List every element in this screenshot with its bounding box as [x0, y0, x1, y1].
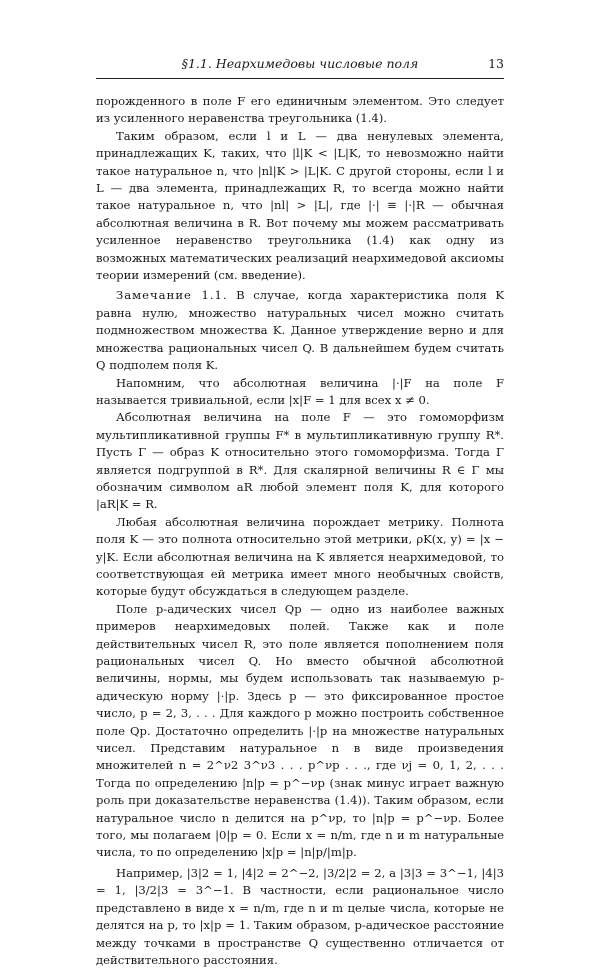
- remark-label: Замечание 1.1.: [116, 288, 228, 303]
- body-text: [96, 93, 504, 969]
- book-page: [0, 56, 600, 967]
- paragraph-2: Таким образом, если l и L — два ненулевых элемента, принадлежащих K, таких, что |l|K < |L|K, то невозможно найти такое натуральное n, что |nl|K > |L|K. С другой стороны, если l и L — два элемента, принадлежащих R, то всегда можно найти такое натуральное n, что |nl| > |L|, где |·| ≡ |·|R — обычная абсолютная величина в R. Вот почему мы можем рассматривать усиленное неравенство треугольника (1.4) как одну из возможных математических реализаций неархимедовой аксиомы теории измерений (см. введение).: [96, 128, 504, 283]
- paragraph-6: Любая абсолютная величина порождает метрику. Полнота поля K — это полнота относительно этой метрики, ρK(x, y) = |x − y|K. Если абсолютная величина на K является неархимедовой, то соответствующая ей метрика имеет много необычных свойств, которые будут обсуждаться в следующем разделе.: [96, 514, 504, 599]
- paragraph-1: порожденного в поле F его единичным элементом. Это следует из усиленного неравенства треугольника (1.4).: [96, 94, 504, 126]
- paragraph-7: Поле p-адических чисел Qp — одно из наиболее важных примеров неархимедовых полей. Также как и поле действительных чисел R, это поле является пополнением поля рациональных чисел Q. Но вместо обычной абсолютной величины, нормы, мы будем использовать так называемую p-адическую норму |·|p. Здесь p — это фиксированное простое число, p = 2, 3, . . . Для каждого p можно построить собственное поле Qp. Достаточно определить |·|p на множестве натуральных чисел. Представим натуральное n в виде произведения множителей n = 2^ν2 3^ν3 . . . p^νp . . ., где νj = 0, 1, 2, . . . Тогда по определению |n|p = p^−νp (знак минус играет важную роль при доказательстве неравенства (1.4)). Таким образом, если натуральное число n делится на p^νp, то |n|p = p^−νp. Более того, мы полагаем |0|p = 0. Если x = n/m, где n и m натуральные числа, то по определению |x|p = |n|p/|m|p.: [96, 601, 504, 860]
- paragraph-8: Например, |3|2 = 1, |4|2 = 2^−2, |3/2|2 = 2, а |3|3 = 3^−1, |4|3 = 1, |3/2|3 = 3^−1. В частности, если рациональное число представлено в виде x = n/m, где n и m целые числа, которые не делятся на p, то |x|p = 1. Таким образом, p-адическое расстояние между точками в пространстве Q существенно отличается от действительного расстояния.: [96, 865, 504, 967]
- paragraph-4: Напомним, что абсолютная величина |·|F на поле F называется тривиальной, если |x|F = 1 для всех x ≠ 0.: [96, 375, 504, 407]
- remark-text: В случае, когда характеристика поля K равна нулю, множество натуральных чисел можно считать подмножеством множества K. Данное утверждение верно и для множества рациональных чисел Q. В дальнейшем будем считать Q подполем поля K.: [96, 288, 504, 373]
- running-head: [96, 56, 504, 79]
- section-title: §1.1. Неархимедовы числовые поля: [181, 56, 419, 71]
- remark-paragraph: [96, 287, 504, 374]
- page-number: 13: [488, 56, 504, 71]
- paragraph-5: Абсолютная величина на поле F — это гомоморфизм мультипликативной группы F* в мультипликативную группу R*. Пусть Γ — образ K относительно этого гомоморфизма. Тогда Γ является подгруппой в R*. Для скалярной величины R ∈ Γ мы обозначим символом aR любой элемент поля K, для которого |aR|K = R.: [96, 410, 504, 512]
